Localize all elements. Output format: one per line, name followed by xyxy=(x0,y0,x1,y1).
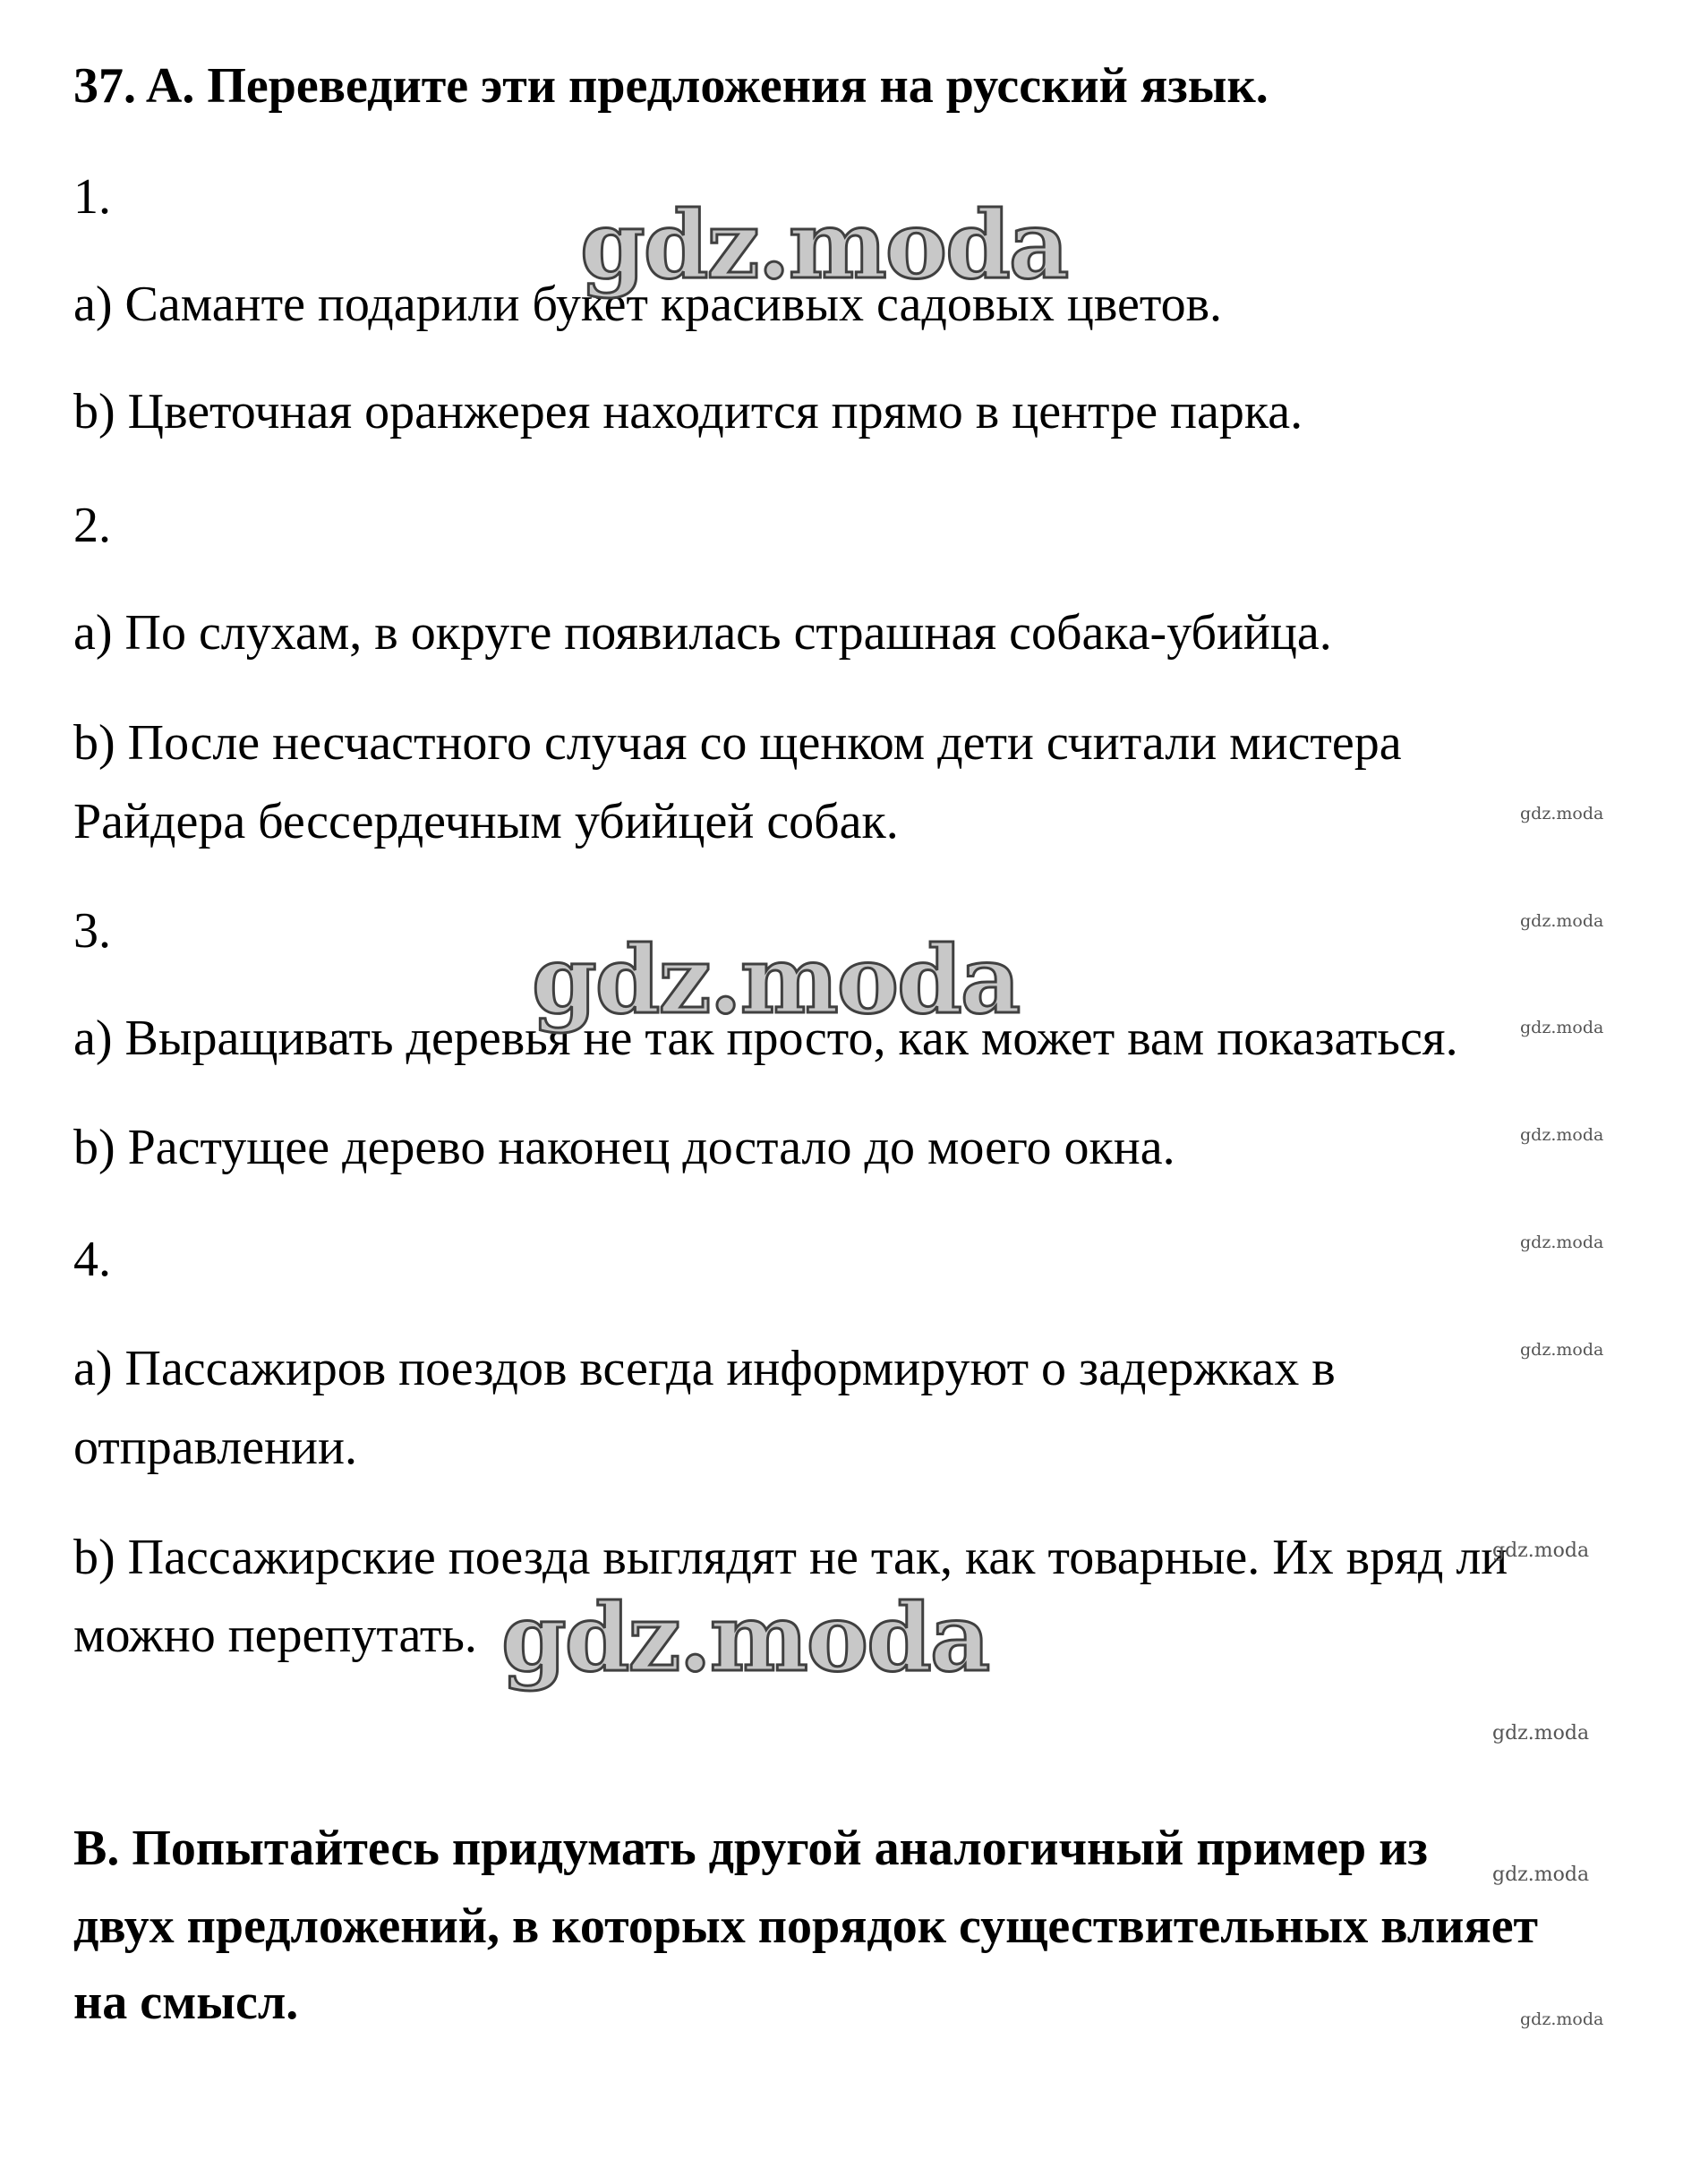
item-4-sentence-a-line-1: a) Пассажиров поездов всегда информируют о задержках в xyxy=(73,1341,1336,1396)
watermark-large-3: gdz.moda xyxy=(501,1583,989,1693)
watermark-small: gdz.moda xyxy=(1520,1340,1604,1360)
item-4-number: 4. xyxy=(73,1232,111,1287)
watermark-small: gdz.moda xyxy=(1520,1233,1604,1252)
watermark-small: gdz.moda xyxy=(1520,804,1604,823)
watermark-small: gdz.moda xyxy=(1492,1540,1590,1562)
item-4-sentence-b-line-2: можно перепутать. xyxy=(73,1608,477,1663)
item-1-sentence-a: a) Саманте подарили букет красивых садовых цветов. xyxy=(73,277,1223,332)
item-2-number: 2. xyxy=(73,498,111,553)
task-b-line-2: двух предложений, в которых порядок существительных влияет xyxy=(73,1898,1539,1954)
item-4-sentence-a-line-2: отправлении. xyxy=(73,1420,357,1475)
watermark-large-2: gdz.moda xyxy=(532,925,1020,1035)
item-3-number: 3. xyxy=(73,903,111,959)
item-3-sentence-a: a) Выращивать деревья не так просто, как может вам показаться. xyxy=(73,1011,1458,1066)
task-a-heading: 37. A. Переведите эти предложения на русский язык. xyxy=(73,58,1269,114)
item-2-sentence-b-line-1: b) После несчастного случая со щенком дети считали мистера xyxy=(73,715,1402,771)
task-b-line-1: B. Попытайтесь придумать другой аналогичный пример из xyxy=(73,1821,1428,1876)
watermark-small: gdz.moda xyxy=(1520,2009,1604,2029)
watermark-small: gdz.moda xyxy=(1520,1018,1604,1037)
item-4-sentence-b-line-1: b) Пассажирские поезда выглядят не так, как товарные. Их вряд ли xyxy=(73,1530,1508,1585)
watermark-small: gdz.moda xyxy=(1492,1864,1590,1886)
item-2-sentence-a: a) По слухам, в округе появилась страшная собака-убийца. xyxy=(73,605,1332,661)
task-b-line-3: на смысл. xyxy=(73,1975,299,2030)
item-3-sentence-b: b) Растущее дерево наконец достало до моего окна. xyxy=(73,1120,1175,1175)
watermark-small: gdz.moda xyxy=(1520,911,1604,931)
item-1-sentence-b: b) Цветочная оранжерея находится прямо в центре парка. xyxy=(73,384,1303,439)
watermark-large-1: gdz.moda xyxy=(580,190,1068,300)
watermark-small: gdz.moda xyxy=(1492,1722,1590,1745)
item-1-number: 1. xyxy=(73,169,111,225)
item-2-sentence-b-line-2: Райдера бессердечным убийцей собак. xyxy=(73,794,899,849)
watermark-small: gdz.moda xyxy=(1520,1125,1604,1145)
